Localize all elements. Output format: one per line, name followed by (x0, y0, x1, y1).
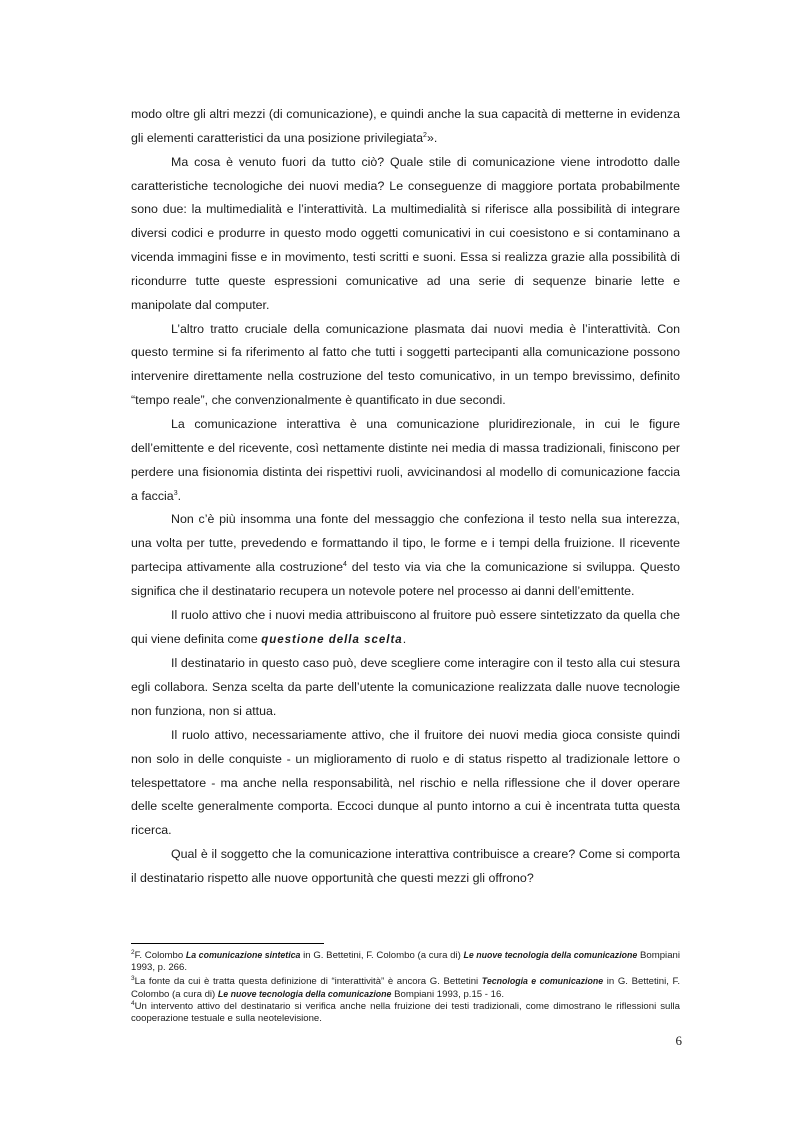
footnote-ref-3: 3 (173, 489, 178, 497)
footnote-2: $^2$F. Colombo La comunicazione sintetica in G. Bettetini, F. Colombo (a cura di) Le nuove tecnologia della comunicazione Bompiani 1993, p. 266. (131, 948, 680, 974)
footnote-separator (131, 943, 324, 944)
footnote-3: $^3$La fonte da cui è tratta questa definizione di “interattività” è ancora G. Bettetini Tecnologia e comunicazione in G. Bettetini, F. Colombo (a cura di) Le nuove tecnologia della comunicazione Bompiani 1993, p.15 - 16. (131, 974, 680, 1000)
paragraph-1: modo oltre gli altri mezzi (di comunicazione), e quindi anche la sua capacità di metterne in evidenza gli elementi caratteristici da una posizione privilegiata$^2$». (131, 107, 680, 145)
emphasis-questione-della-scelta: questione della scelta (261, 633, 403, 646)
paragraph-5: Non c’è più insomma una fonte del messaggio che confeziona il testo nella sua interezza, una volta per tutte, prevedendo e formattando il tipo, le forme e i tempi della fruizione. Il ricevente partecipa attivamente alla costruzione$^4$ del testo via via che la comunicazione si sviluppa. Questo significa che il destinatario recupera un notevole potere nel processo ai danni dell’emittente. (131, 512, 680, 598)
paragraph-9: Qual è il soggetto che la comunicazione interattiva contribuisce a creare? Come si comporta il destinatario rispetto alle nuove opportunità che questi mezzi gli offrono? (131, 847, 680, 885)
paragraph-3: L’altro tratto cruciale della comunicazione plasmata dai nuovi media è l’interattività. Con questo termine si fa riferimento al fatto che tutti i soggetti partecipanti alla comunicazione possono intervenire direttamente nella costruzione del testo comunicativo, in un tempo brevissimo, definito “tempo reale”, che convenzionalmente è quantificato in due secondi. (131, 321, 680, 408)
paragraph-4: La comunicazione interattiva è una comunicazione pluridirezionale, in cui le figure dell’emittente e del ricevente, così nettamente distinte nei media di massa tradizionali, finiscono per perdere una fisionomia distinta dei rispettivi ruoli, avvicinandosi al modello di comunicazione faccia a faccia$^3$. (131, 416, 680, 503)
paragraph-6: Il ruolo attivo che i nuovi media attribuiscono al fruitore può essere sintetizzato da quella che qui viene definita come questione della scelta. (131, 607, 680, 646)
footnote-4: $^4$Un intervento attivo del destinatario si verifica anche nella fruizione dei testi tradizionali, come dimostrano le riflessioni sulla cooperazione testuale e sulla neotelevisione. (131, 1000, 680, 1025)
footnote-ref-4: 4 (343, 560, 347, 568)
body-text (131, 103, 680, 891)
paragraph-7: Il destinatario in questo caso può, deve scegliere come interagire con il testo alla cui stesura egli collabora. Senza scelta da parte dell’utente la comunicazione realizzata dalle nuove tecnologie non funziona, non si attua. (131, 656, 680, 719)
paragraph-2: Ma cosa è venuto fuori da tutto ciò? Quale stile di comunicazione viene introdotto dalle caratteristiche tecnologiche dei nuovi media? Le conseguenze di maggiore portata probabilmente sono due: la multimedialità e l’interattività. La multimedialità si riferisce alla possibilità di integrare diversi codici e produrre in questo modo oggetti comunicativi in cui coesistono e si contaminano a vicenda immagini fisse e in movimento, testi scritti e suoni. Essa si realizza grazie alla possibilità di ricondurre tutte queste espressioni comunicative ad una serie di sequenze binarie lette e manipolate dal computer. (131, 154, 680, 312)
page-number: 6 (675, 1033, 682, 1048)
footnotes (131, 949, 680, 1026)
footnote-ref-2: 2 (423, 131, 427, 139)
paragraph-8: Il ruolo attivo, necessariamente attivo, che il fruitore dei nuovi media gioca consiste quindi non solo in delle conquiste - un miglioramento di ruolo e di status rispetto al tradizionale lettore o telespettatore - ma anche nella responsabilità, nel rischio e nella riflessione che il dover operare delle scelte generalmente comporta. Eccoci dunque al punto intorno a cui è incentrata tutta questa ricerca. (131, 727, 680, 838)
